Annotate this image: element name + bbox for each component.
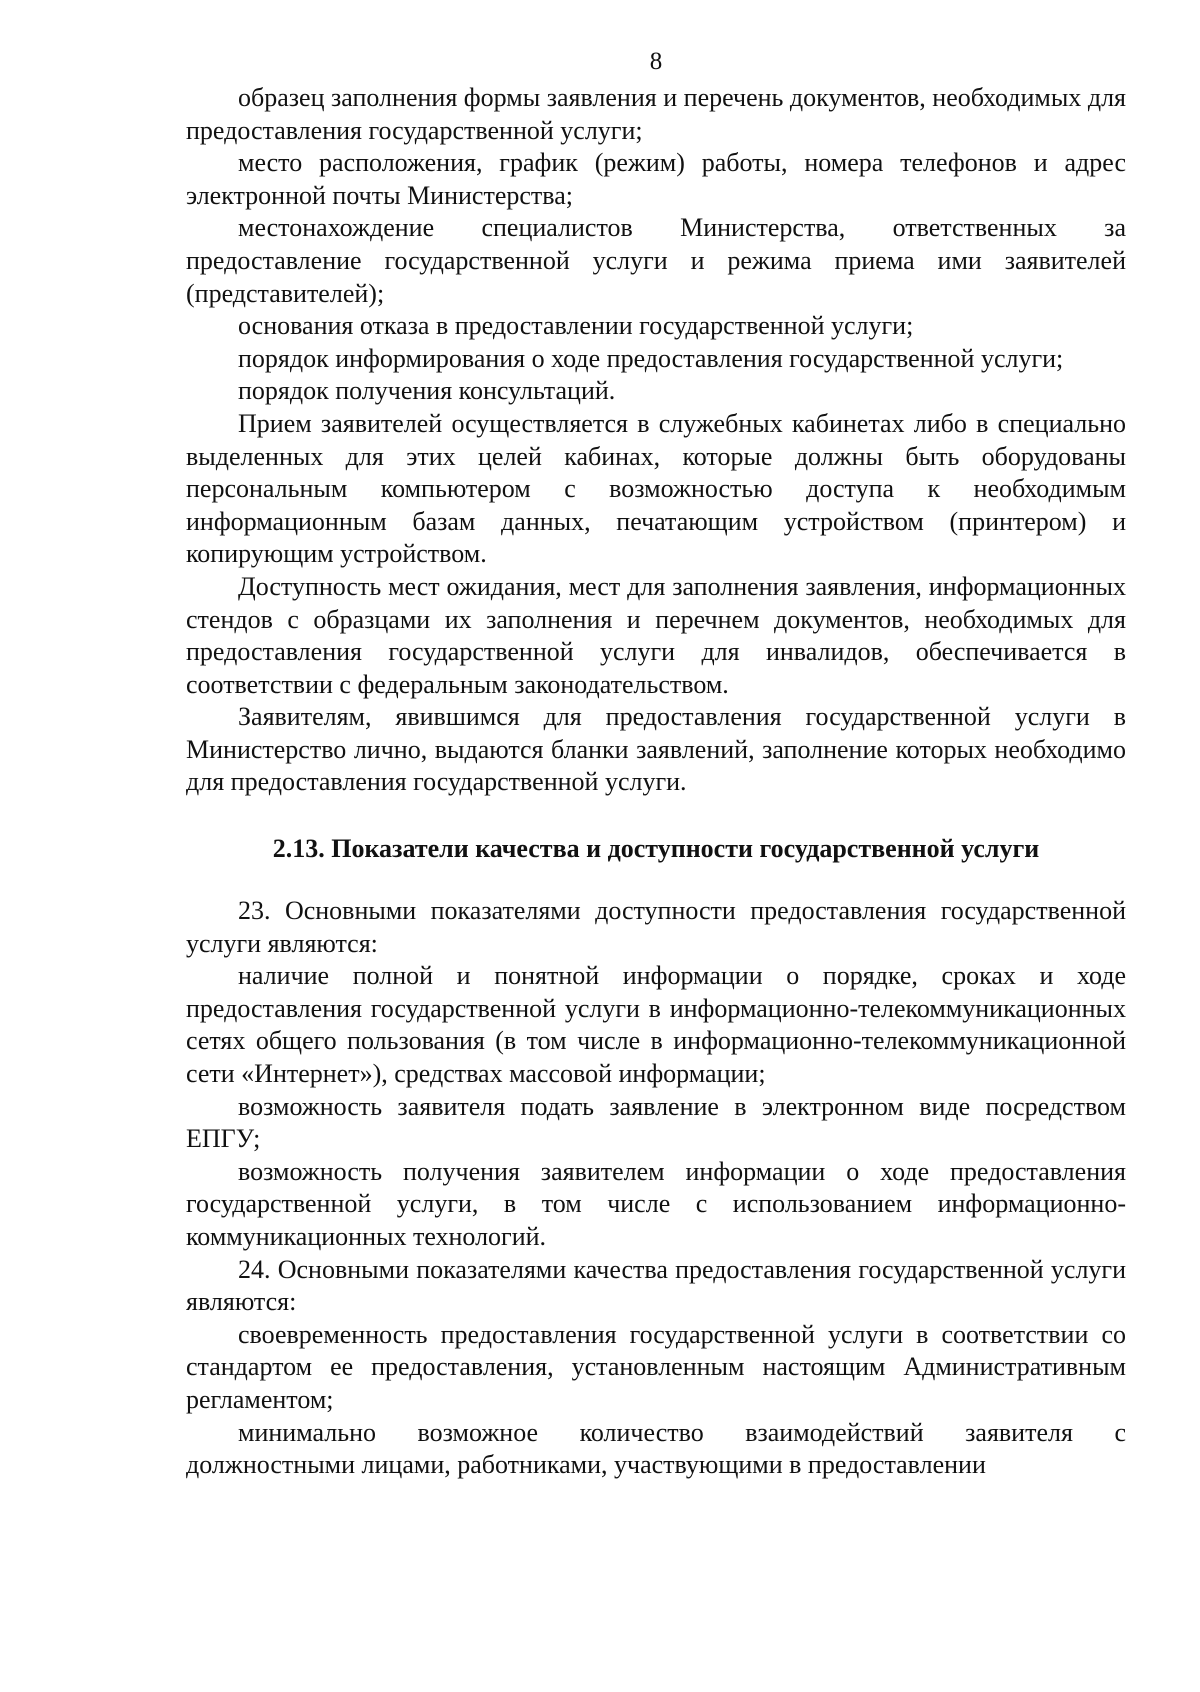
paragraph-accessibility: Доступность мест ожидания, мест для заполнения заявления, информационных стендов с образцами их заполнения и перечнем документов, необходимых для предоставления государственной услуги для инвалидов, обеспечивается в соответствии с федеральным законодательством. (186, 571, 1126, 699)
paragraph-item-23: 23. Основными показателями доступности предоставления государственной услуги являются: (186, 896, 1126, 958)
paragraph-item-24: 24. Основными показателями качества предоставления государственной услуги являются: (186, 1254, 1126, 1317)
paragraph-progress-information: возможность получения заявителем информации о ходе предоставления государственной услуги, в том числе с использованием информационно-коммуникационных технологий. (186, 1156, 1126, 1251)
paragraph-sample-form: образец заполнения формы заявления и перечень документов, необходимых для предоставления государственной услуги; (186, 83, 1126, 145)
document-page (186, 46, 1126, 1482)
paragraph-informing-order: порядок информирования о ходе предоставления государственной услуги; (238, 343, 1064, 373)
paragraph-timeliness: своевременность предоставления государственной услуги в соответствии со стандартом ее предоставления, установленным настоящим Административным регламентом; (186, 1319, 1126, 1414)
paragraph-consultations-order: порядок получения консультаций. (238, 376, 616, 406)
paragraph-full-information: наличие полной и понятной информации о порядке, сроках и ходе предоставления государственной услуги в информационно-телекоммуникационных сетях общего пользования (в том числе в информационно-телекоммуникационной сети «Интернет»), средствах массовой информации; (186, 961, 1126, 1089)
paragraph-electronic-application: возможность заявителя подать заявление в электронном виде посредством ЕПГУ; (186, 1091, 1126, 1154)
paragraph-location-schedule: место расположения, график (режим) работы, номера телефонов и адрес электронной почты Министерства; (186, 148, 1126, 210)
text-after-heading (186, 895, 1126, 1482)
paragraph-specialists-location: местонахождение специалистов Министерства, ответственных за предоставление государственной услуги и режима приема ими заявителей (представителей); (186, 213, 1126, 308)
text-before-heading (186, 82, 1126, 799)
paragraph-application-forms: Заявителям, явившимся для предоставления государственной услуги в Министерство лично, выдаются бланки заявлений, заполнение которых необходимо для предоставления государственной услуги. (186, 702, 1126, 797)
paragraph-reception-offices: Прием заявителей осуществляется в служебных кабинетах либо в специально выделенных для этих целей кабинах, которые должны быть оборудованы персональным компьютером с возможностью доступа к необходимым информационным базам данных, печатающим устройством (принтером) и копирующим устройством. (186, 408, 1126, 569)
paragraph-refusal-grounds: основания отказа в предоставлении государственной услуги; (238, 311, 914, 341)
page-number: 8 (649, 48, 663, 75)
section-heading: 2.13. Показатели качества и доступности государственной услуги (272, 834, 1040, 864)
paragraph-minimal-interactions: минимально возможное количество взаимодействий заявителя с должностными лицами, работниками, участвующими в предоставлении (186, 1417, 1126, 1480)
